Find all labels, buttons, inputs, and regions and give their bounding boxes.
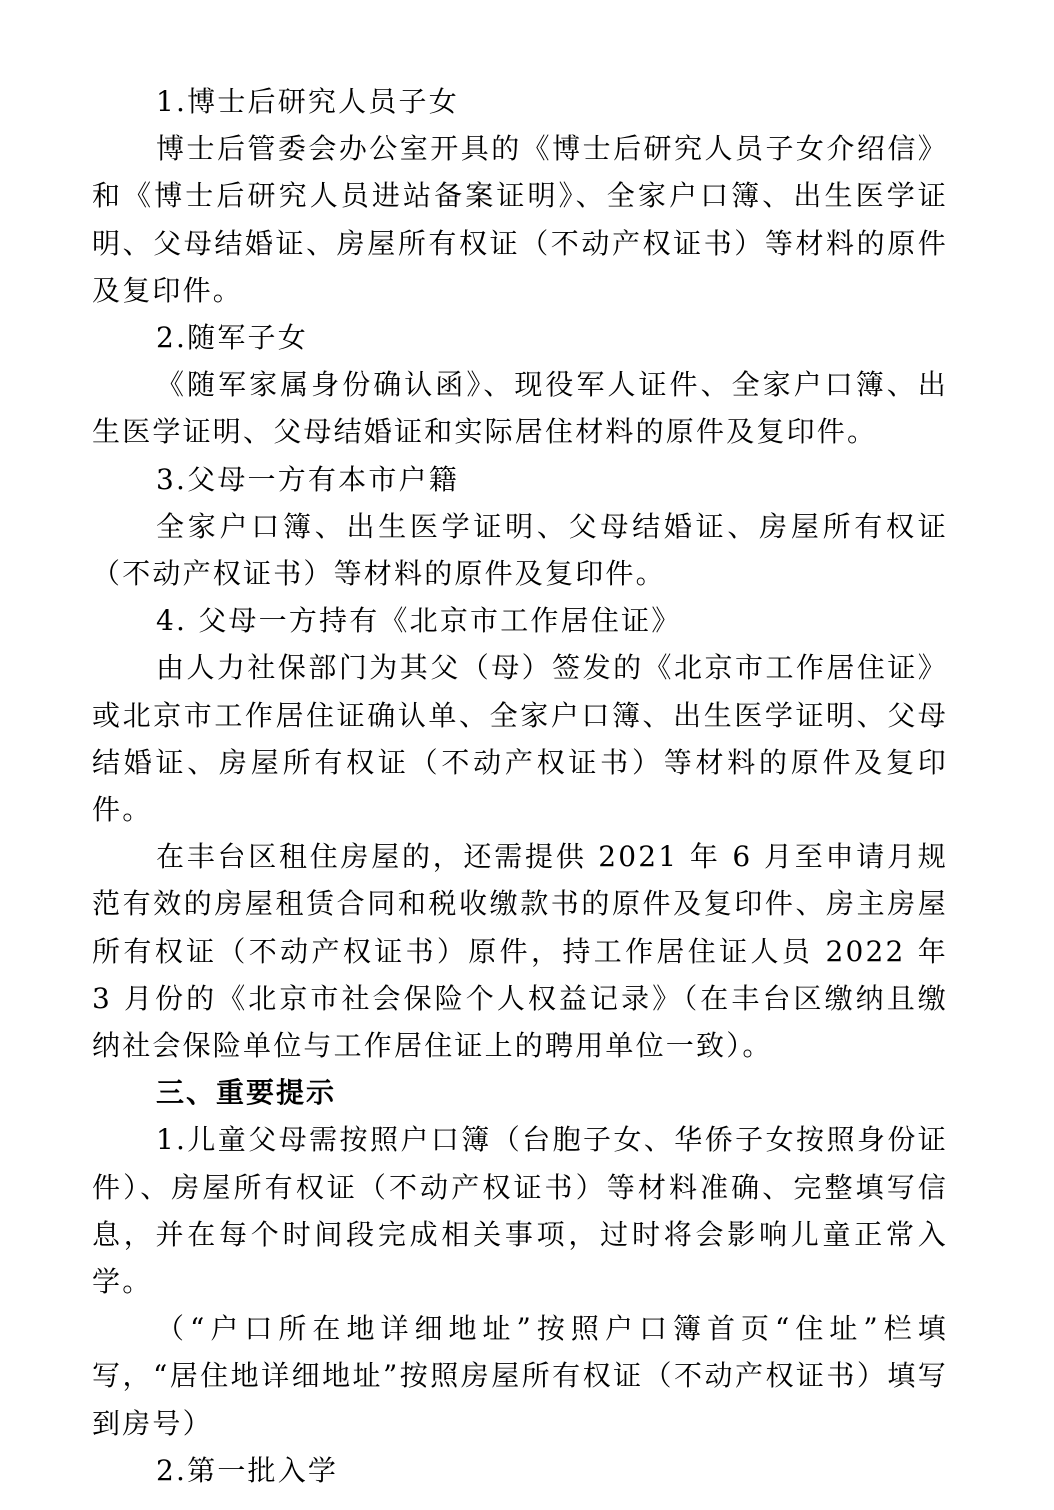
local-hukou-requirements-paragraph: 全家户口簿、出生医学证明、父母结婚证、房屋所有权证（不动产权证书）等材料的原件及复印件。 bbox=[92, 509, 948, 591]
work-permit-requirements-paragraph: 由人力社保部门为其父（母）签发的《北京市工作居住证》或北京市工作居住证确认单、全家户口簿、出生医学证明、父母结婚证、房屋所有权证（不动产权证书）等材料的原件及复印件。 bbox=[92, 651, 948, 827]
item-heading-first-batch: 2.第一批入学 bbox=[156, 1453, 339, 1487]
item-heading-military-children: 2.随军子女 bbox=[156, 321, 308, 355]
item-heading-local-hukou: 3.父母一方有本市户籍 bbox=[156, 462, 459, 496]
military-requirements-paragraph: 《随军家属身份确认函》、现役军人证件、全家户口簿、出生医学证明、父母结婚证和实际居住材料的原件及复印件。 bbox=[92, 368, 948, 449]
item-heading-postdoc-children: 1.博士后研究人员子女 bbox=[156, 85, 459, 118]
item-heading-work-residence-permit: 4. 父母一方持有《北京市工作居住证》 bbox=[156, 604, 682, 638]
rental-requirements-paragraph: 在丰台区租住房屋的，还需提供 2021 年 6 月至申请月规范有效的房屋租赁合同和税收缴款书的原件及复印件、房主房屋所有权证（不动产权证书）原件，持工作居住证人员 2022 年 3 月份的《北京市社会保险个人权益记录》（在丰台区缴纳且缴纳社会保险单位与工作居住证上的聘用单位一致）。 bbox=[92, 840, 948, 1063]
postdoc-requirements-paragraph: 博士后管委会办公室开具的《博士后研究人员子女介绍信》和《博士后研究人员进站备案证明》、全家户口簿、出生医学证明、父母结婚证、房屋所有权证（不动产权证书）等材料的原件及复印件。 bbox=[92, 132, 948, 307]
note-1-paragraph: 1.儿童父母需按照户口簿（台胞子女、华侨子女按照身份证件）、房屋所有权证（不动产权证书）等材料准确、完整填写信息，并在每个时间段完成相关事项，过时将会影响儿童正常入学。 bbox=[92, 1123, 948, 1299]
section-heading-important-notes: 三、重要提示 bbox=[156, 1076, 337, 1110]
document-body bbox=[92, 78, 948, 1494]
address-instructions-paragraph: （“户口所在地详细地址”按照户口簿首页“住址”栏填写，“居住地详细地址”按照房屋所有权证（不动产权证书）填写到房号） bbox=[92, 1312, 948, 1440]
